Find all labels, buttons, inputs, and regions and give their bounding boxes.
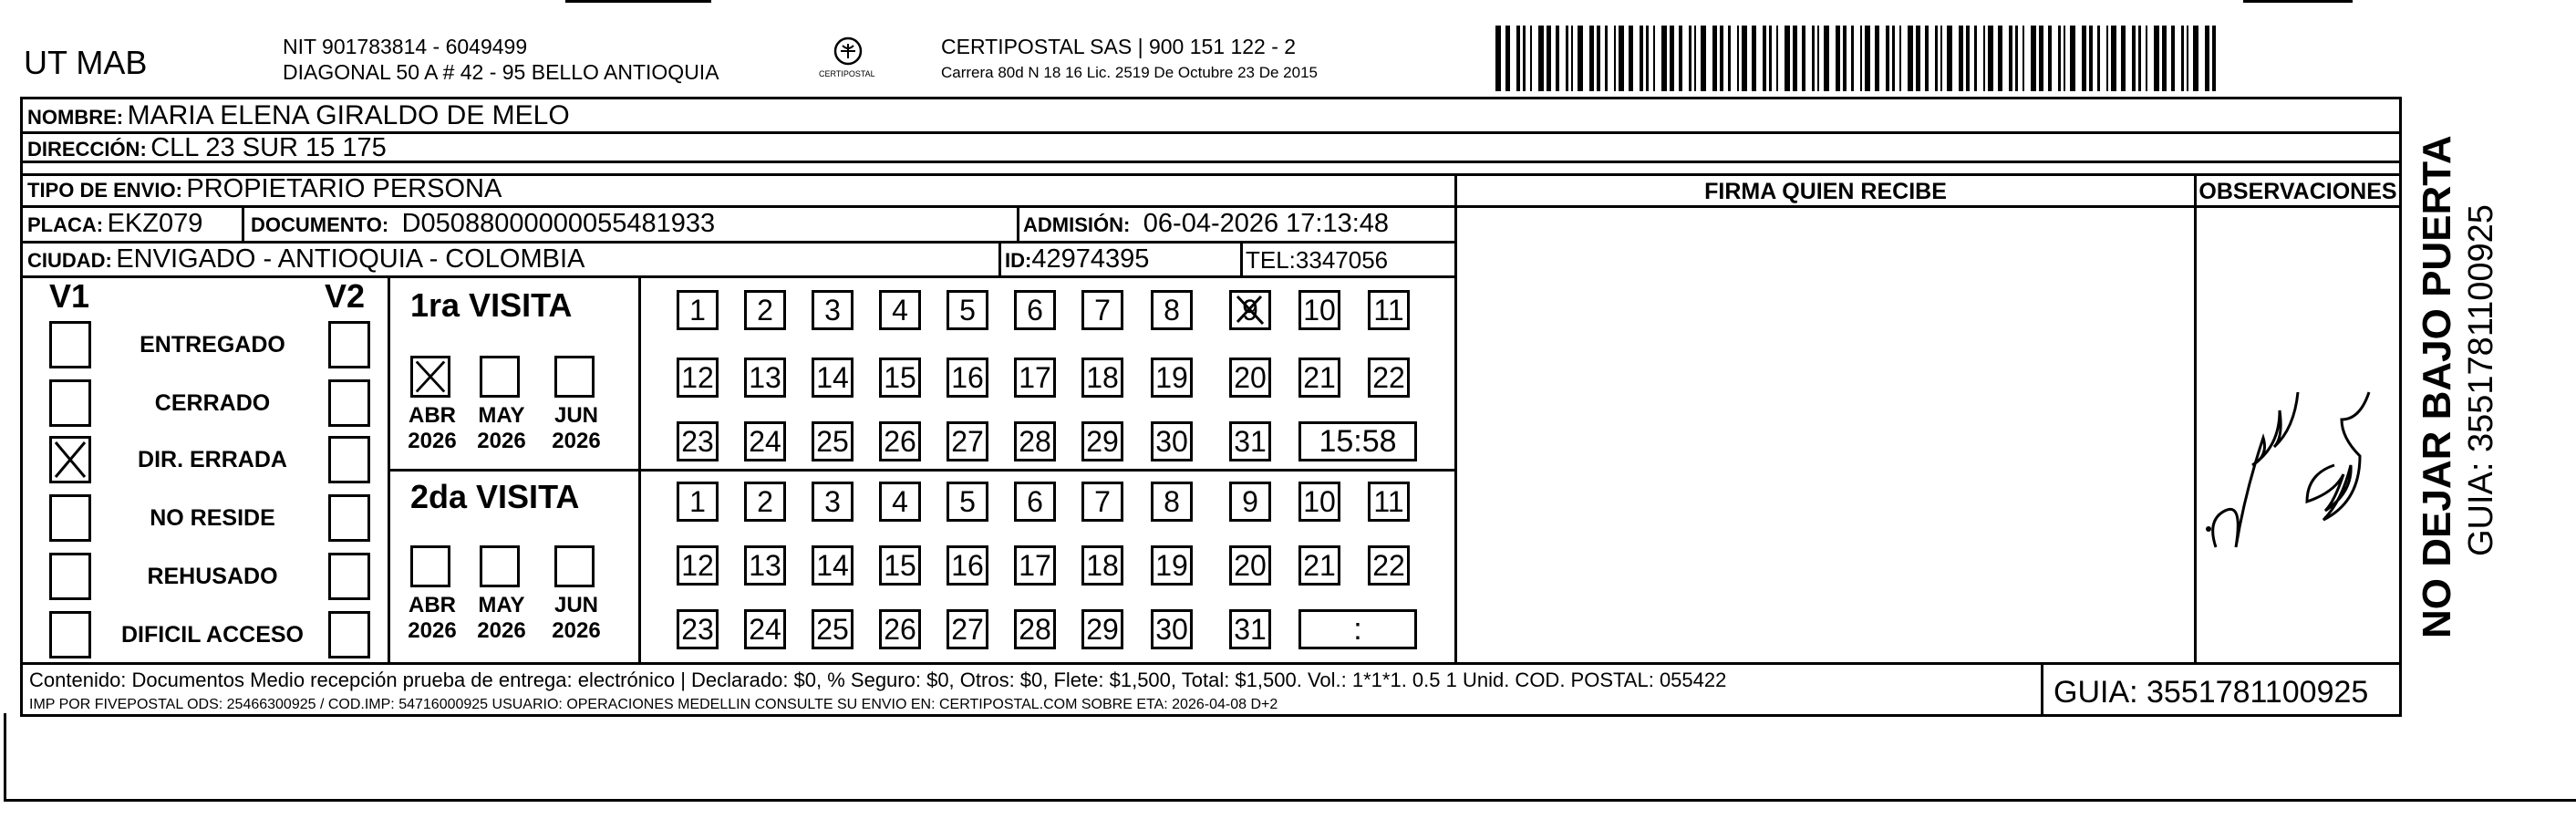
visit1-months-label-2: JUN	[553, 403, 598, 428]
visit2-months-box-1[interactable]	[480, 545, 520, 587]
barcode-bar	[1860, 26, 1862, 91]
visit2-days-day-18[interactable]: 18	[1081, 545, 1123, 586]
barcode-bar	[1530, 26, 1532, 91]
visit1-months-year-2: 2026	[552, 429, 601, 453]
barcode-bar	[1712, 26, 1717, 91]
visit2-days-day-7[interactable]: 7	[1081, 482, 1123, 522]
visit2-days-day-25[interactable]: 25	[812, 609, 853, 649]
visit2-months-year-2: 2026	[552, 618, 601, 643]
visit1-days-day-num-9: 9	[1242, 294, 1258, 327]
barcode-bar	[1812, 26, 1815, 91]
visit2-months-year-0: 2026	[408, 618, 457, 643]
visit1-days-day-9[interactable]	[1229, 290, 1271, 330]
visit1-days-day-2[interactable]: 2	[744, 290, 786, 330]
barcode-bar	[1605, 26, 1608, 91]
barcode	[1495, 26, 2218, 91]
barcode-bar	[2121, 26, 2126, 91]
visit1-days-day-5[interactable]: 5	[947, 290, 988, 330]
name-label: NOMBRE:	[27, 106, 124, 129]
visit2-days-day-6[interactable]: 6	[1014, 482, 1056, 522]
barcode-bar	[1737, 26, 1739, 91]
barcode-bar	[1998, 26, 2002, 91]
barcode-bar	[1886, 26, 1889, 91]
visit1-days-day-27[interactable]: 27	[947, 421, 988, 461]
status-label-2: DIR. ERRADA	[138, 447, 287, 472]
visit2-days-day-26[interactable]: 26	[879, 609, 921, 649]
barcode-bar	[1589, 26, 1594, 91]
visit1-months-box-0[interactable]	[410, 356, 450, 398]
barcode-bar	[1597, 26, 1600, 91]
v1-checkbox-3[interactable]	[49, 494, 91, 542]
visit1-days-day-17[interactable]: 17	[1014, 358, 1056, 398]
certipostal-logo	[821, 33, 875, 84]
barcode-bar	[1495, 26, 1501, 91]
tipo-row	[27, 174, 502, 204]
id-value: 42974395	[1031, 244, 1150, 274]
barcode-bar	[1556, 26, 1559, 91]
visit1-days-day-4[interactable]: 4	[879, 290, 921, 330]
barcode-bar	[1566, 26, 1568, 91]
barcode-bar	[1516, 26, 1520, 91]
tel-row	[1246, 246, 1388, 275]
barcode-bar	[1824, 26, 1829, 91]
barcode-bar	[2064, 26, 2065, 91]
visit1-days-day-22[interactable]: 22	[1368, 358, 1410, 398]
barcode-bar	[2031, 26, 2036, 91]
visit2-days-day-29[interactable]: 29	[1081, 609, 1123, 649]
visit2-months-label-1: MAY	[478, 593, 525, 617]
visit1-days-day-28[interactable]: 28	[1014, 421, 1056, 461]
visit1-months-year-0: 2026	[408, 429, 457, 453]
barcode-bar	[1793, 26, 1797, 91]
visit2-months-label-0: ABR	[409, 593, 456, 617]
barcode-bar	[1763, 26, 1766, 91]
barcode-bar	[2082, 26, 2086, 91]
barcode-bar	[1701, 26, 1706, 91]
barcode-bar	[2048, 26, 2052, 91]
visit2-days-day-15[interactable]: 15	[879, 545, 921, 586]
visit1-days-day-18[interactable]: 18	[1081, 358, 1123, 398]
barcode-bar	[2058, 26, 2061, 91]
barcode-bar	[2187, 26, 2188, 91]
placa-label: PLACA:	[27, 213, 104, 236]
visit1-days-day-29[interactable]: 29	[1081, 421, 1123, 461]
barcode-bar	[2070, 26, 2075, 91]
barcode-bar	[2111, 26, 2116, 91]
visit1-days-day-14[interactable]: 14	[812, 358, 853, 398]
barcode-bar	[2162, 26, 2167, 91]
visit2-days-day-20[interactable]: 20	[1229, 545, 1271, 586]
admision-label: ADMISIÓN:	[1023, 213, 1131, 236]
visit1-months-year-1: 2026	[477, 429, 526, 453]
v1-label: V1	[49, 277, 90, 315]
barcode-bar	[1836, 26, 1840, 91]
admision-row	[1023, 209, 1389, 239]
barcode-bar	[1619, 26, 1624, 91]
visit2-days-day-10[interactable]: 10	[1298, 482, 1340, 522]
visit2-days-day-8[interactable]: 8	[1151, 482, 1193, 522]
v2-checkbox-1[interactable]	[328, 379, 370, 427]
v1-checkbox-0[interactable]	[49, 321, 91, 368]
name-row	[27, 100, 570, 131]
visit2-days-day-14[interactable]: 14	[812, 545, 853, 586]
barcode-bar	[2138, 26, 2141, 91]
visit1-days-day-13[interactable]: 13	[744, 358, 786, 398]
visit2-months-label-2: JUN	[553, 593, 598, 617]
visit1-months-label-0: ABR	[409, 403, 456, 428]
visit1-days-day-24[interactable]: 24	[744, 421, 786, 461]
placa-row	[27, 209, 202, 239]
barcode-bar	[1908, 26, 1913, 91]
barcode-bar	[1817, 26, 1819, 91]
visit2-days-day-23[interactable]: 23	[677, 609, 719, 649]
visit1-months-label-1: MAY	[478, 403, 525, 428]
visit2-days-day-1[interactable]: 1	[677, 482, 719, 522]
address-text: DIAGONAL 50 A # 42 - 95 BELLO ANTIOQUIA	[283, 60, 719, 84]
documento-row	[251, 209, 715, 239]
visit1-days-time-box[interactable]: 15:58	[1298, 421, 1417, 461]
barcode-bar	[1646, 26, 1649, 91]
v1-checkbox-2[interactable]	[49, 436, 91, 483]
barcode-bar	[2039, 26, 2043, 91]
barcode-bar	[1947, 26, 1952, 91]
visit1-days-day-25[interactable]: 25	[812, 421, 853, 461]
visit2-months-year-1: 2026	[477, 618, 526, 643]
barcode-bar	[1940, 26, 1942, 91]
barcode-bar	[1966, 26, 1970, 91]
certipostal-line2: Carrera 80d N 18 16 Lic. 2519 De Octubre 23 De 2015	[941, 64, 1318, 81]
footer-guia: GUIA: 3551781100925	[2054, 675, 2369, 710]
footer-content: Contenido: Documentos Medio recepción prueba de entrega: electrónico | Declarado: $0, % Seguro: $0, Otros: $0, Flete: $1,500, Total: $1,500. Vol.: 1*1*1. 0.5 1 Unid. COD. POSTAL: 055422	[29, 669, 1727, 691]
visit1-days-day-1[interactable]: 1	[677, 290, 719, 330]
barcode-bar	[1661, 26, 1667, 91]
visit1-days-day-10[interactable]: 10	[1298, 290, 1340, 330]
visit1-days-day-31[interactable]: 31	[1229, 421, 1271, 461]
visit1-days-day-7[interactable]: 7	[1081, 290, 1123, 330]
visit2-days-day-22[interactable]: 22	[1368, 545, 1410, 586]
barcode-bar	[2009, 26, 2012, 91]
no-dejar-bajo-puerta: NO DEJAR BAJO PUERTA	[2415, 135, 2459, 638]
barcode-bar	[1694, 26, 1696, 91]
status-label-0: ENTREGADO	[140, 332, 285, 358]
visit2-days-time-box[interactable]: :	[1298, 609, 1417, 649]
barcode-bar	[2132, 26, 2136, 91]
visit1-days-day-21[interactable]: 21	[1298, 358, 1340, 398]
barcode-bar	[1802, 26, 1805, 91]
visit1-days-day-6[interactable]: 6	[1014, 290, 1056, 330]
visit1-days-day-19[interactable]: 19	[1151, 358, 1193, 398]
barcode-bar	[1974, 26, 1977, 91]
visit1-months-box-2[interactable]	[554, 356, 595, 398]
id-label: ID:	[1005, 249, 1032, 272]
firma-header: FIRMA QUIEN RECIBE	[1704, 179, 1947, 204]
visit1-days-day-8[interactable]: 8	[1151, 290, 1193, 330]
visit1-title: 1ra VISITA	[410, 286, 573, 324]
visit2-days-day-17[interactable]: 17	[1014, 545, 1056, 586]
v1-checkbox-1[interactable]	[49, 379, 91, 427]
barcode-bar	[1505, 26, 1510, 91]
visit2-months-box-0[interactable]	[410, 545, 450, 587]
barcode-bar	[1769, 26, 1772, 91]
visit2-days-day-31[interactable]: 31	[1229, 609, 1271, 649]
v2-label: V2	[325, 277, 366, 315]
documento-label: DOCUMENTO:	[251, 213, 389, 236]
status-label-1: CERRADO	[154, 390, 271, 416]
ciudad-row	[27, 244, 585, 275]
v2-checkbox-3[interactable]	[328, 494, 370, 542]
visit1-days-day-12[interactable]: 12	[677, 358, 719, 398]
barcode-bar	[1785, 26, 1790, 91]
visit2-days-day-13[interactable]: 13	[744, 545, 786, 586]
barcode-bar	[1538, 26, 1544, 91]
v2-checkbox-4[interactable]	[328, 553, 370, 600]
visit1-days-day-15[interactable]: 15	[879, 358, 921, 398]
status-label-3: NO RESIDE	[150, 505, 275, 531]
documento-value: D05088000000055481933	[401, 209, 716, 238]
barcode-bar	[1843, 26, 1847, 91]
barcode-bar	[1925, 26, 1929, 91]
visit1-days-day-11[interactable]: 11	[1368, 290, 1410, 330]
barcode-bar	[2097, 26, 2100, 91]
v2-checkbox-0[interactable]	[328, 321, 370, 368]
barcode-bar	[2154, 26, 2159, 91]
placa-value: EKZ079	[107, 209, 203, 238]
barcode-bar	[1640, 26, 1643, 91]
tel-label: TEL:	[1246, 246, 1296, 274]
barcode-bar	[2089, 26, 2093, 91]
v2-checkbox-5[interactable]	[328, 611, 370, 658]
barcode-bar	[2212, 26, 2216, 91]
v1-checkbox-5[interactable]	[49, 611, 91, 658]
ciudad-label: CIUDAD:	[27, 249, 112, 272]
visit2-days-day-12[interactable]: 12	[677, 545, 719, 586]
barcode-bar	[1679, 26, 1682, 91]
visit2-days-day-28[interactable]: 28	[1014, 609, 1056, 649]
address-row	[27, 133, 387, 163]
tipo-value: PROPIETARIO PERSONA	[186, 174, 502, 203]
barcode-bar	[1752, 26, 1756, 91]
barcode-bar	[1728, 26, 1731, 91]
visit2-days-day-27[interactable]: 27	[947, 609, 988, 649]
visit2-days-day-3[interactable]: 3	[812, 482, 853, 522]
visit1-days-day-20[interactable]: 20	[1229, 358, 1271, 398]
barcode-bar	[1983, 26, 1985, 91]
barcode-bar	[1875, 26, 1879, 91]
v2-checkbox-2[interactable]	[328, 436, 370, 483]
status-label-4: REHUSADO	[147, 564, 278, 589]
barcode-bar	[1865, 26, 1870, 91]
barcode-bar	[1851, 26, 1854, 91]
name-value: MARIA ELENA GIRALDO DE MELO	[127, 100, 570, 130]
barcode-bar	[1578, 26, 1583, 91]
footer-imp: IMP POR FIVEPOSTAL ODS: 25466300925 / COD.IMP: 54716000925 USUARIO: OPERACIONES MEDELLIN CONSULTE SU ENVIO EN: CERTIPOSTAL.COM SOBRE ETA: 2026-04-08 D+2	[29, 697, 1278, 712]
barcode-bar	[2015, 26, 2018, 91]
visit2-days-day-19[interactable]: 19	[1151, 545, 1193, 586]
barcode-bar	[1614, 26, 1616, 91]
barcode-bar	[2171, 26, 2175, 91]
barcode-bar	[1776, 26, 1778, 91]
admision-value: 06-04-2026 17:13:48	[1143, 209, 1390, 238]
visit2-days-day-5[interactable]: 5	[947, 482, 988, 522]
visit1-days-day-26[interactable]: 26	[879, 421, 921, 461]
visit2-days-day-4[interactable]: 4	[879, 482, 921, 522]
visit2-days-day-21[interactable]: 21	[1298, 545, 1340, 586]
ciudad-value: ENVIGADO - ANTIOQUIA - COLOMBIA	[116, 244, 585, 274]
barcode-bar	[1892, 26, 1895, 91]
barcode-bar	[1988, 26, 1993, 91]
barcode-bar	[1670, 26, 1674, 91]
visit2-months-box-2[interactable]	[554, 545, 595, 587]
barcode-bar	[1720, 26, 1723, 91]
barcode-bar	[1935, 26, 1938, 91]
visit2-days-day-2[interactable]: 2	[744, 482, 786, 522]
barcode-bar	[1523, 26, 1526, 91]
visit1-months-box-1[interactable]	[480, 356, 520, 398]
barcode-bar	[2146, 26, 2147, 91]
visit2-days-day-30[interactable]: 30	[1151, 609, 1193, 649]
barcode-bar	[2181, 26, 2184, 91]
barcode-bar	[1689, 26, 1691, 91]
id-row	[1005, 244, 1149, 275]
visit2-title: 2da VISITA	[410, 478, 580, 515]
tipo-label: TIPO DE ENVIO:	[27, 179, 182, 202]
barcode-bar	[1959, 26, 1963, 91]
barcode-bar	[1916, 26, 1920, 91]
visit1-days-day-23[interactable]: 23	[677, 421, 719, 461]
barcode-bar	[1547, 26, 1551, 91]
barcode-bar	[2205, 26, 2209, 91]
v1-checkbox-4[interactable]	[49, 553, 91, 600]
visit2-days-day-16[interactable]: 16	[947, 545, 988, 586]
certipostal-line1: CERTIPOSTAL SAS | 900 151 122 - 2	[941, 35, 1297, 58]
barcode-bar	[1629, 26, 1633, 91]
tel-value: 3347056	[1295, 246, 1389, 274]
barcode-bar	[1653, 26, 1655, 91]
logo-text: CERTIPOSTAL	[819, 69, 875, 78]
barcode-bar	[2193, 26, 2198, 91]
visit2-days-day-9[interactable]: 9	[1229, 482, 1271, 522]
visit1-days-day-30[interactable]: 30	[1151, 421, 1193, 461]
visit1-days-day-16[interactable]: 16	[947, 358, 988, 398]
visit1-days-day-3[interactable]: 3	[812, 290, 853, 330]
barcode-bar	[1899, 26, 1901, 91]
barcode-bar	[1571, 26, 1573, 91]
barcode-bar	[2106, 26, 2108, 91]
visit2-days-day-11[interactable]: 11	[1368, 482, 1410, 522]
side-guia: GUIA: 3551781100925	[2462, 204, 2500, 556]
visit2-days-day-24[interactable]: 24	[744, 609, 786, 649]
barcode-bar	[1742, 26, 1747, 91]
barcode-bar	[2023, 26, 2024, 91]
observaciones-header: OBSERVACIONES	[2198, 179, 2397, 204]
nit-text: NIT 901783814 - 6049499	[283, 35, 528, 58]
company-name: UT MAB	[24, 44, 148, 81]
status-label-5: DIFICIL ACCESO	[120, 622, 304, 648]
address-label: DIRECCIÓN:	[27, 138, 147, 161]
observaciones-signature	[2198, 274, 2398, 638]
address-value: CLL 23 SUR 15 175	[150, 133, 387, 162]
